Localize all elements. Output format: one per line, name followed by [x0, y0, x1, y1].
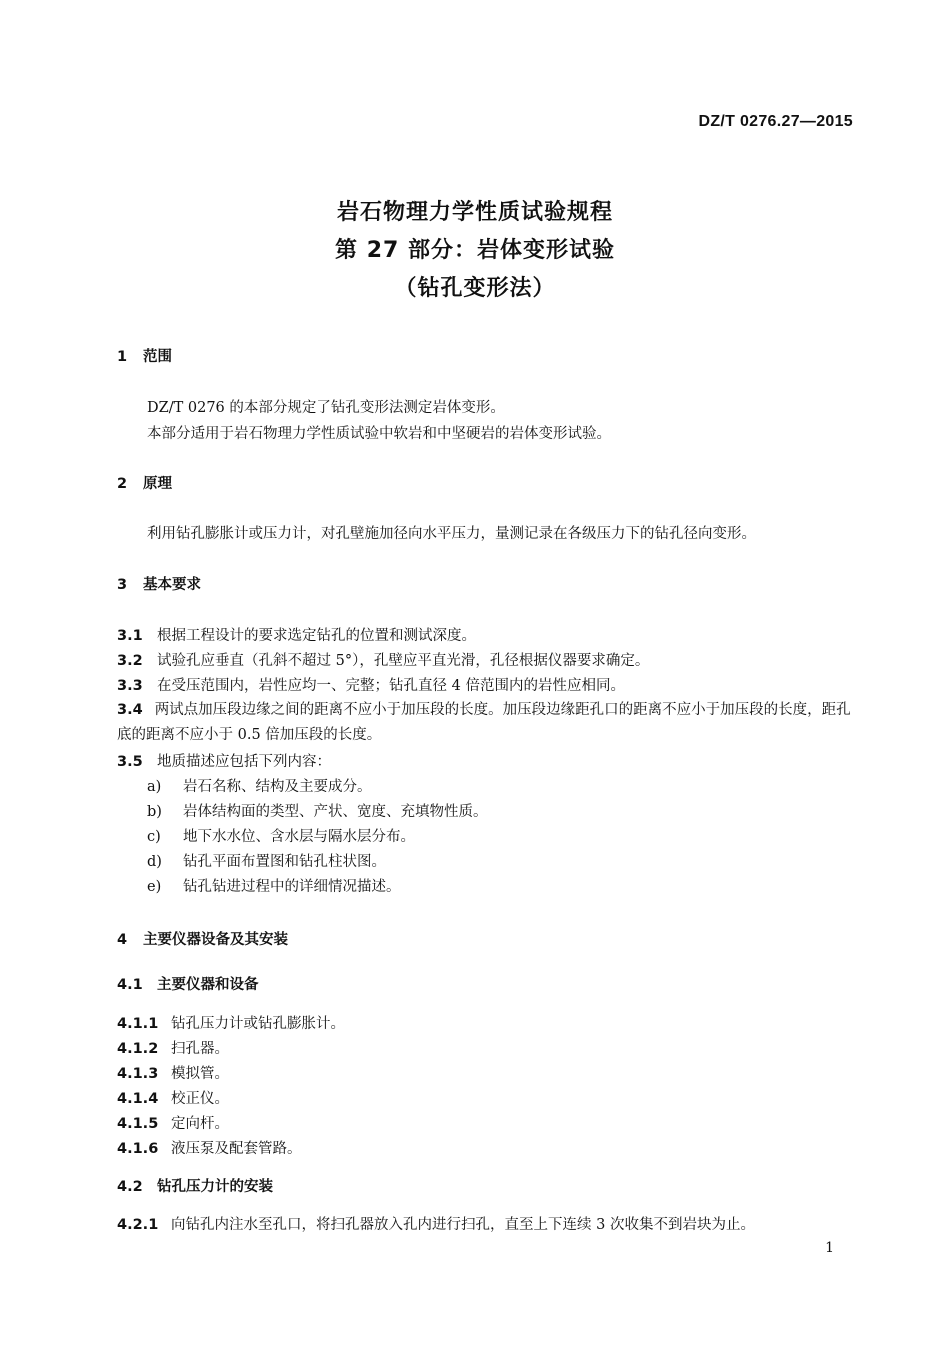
list-text: 岩体结构面的类型、产状、宽度、充填物性质。	[183, 804, 488, 820]
clause-3-3	[117, 674, 625, 695]
clause-text: 校正仪。	[171, 1091, 229, 1107]
list-item-a	[147, 775, 372, 796]
subsection-4-2-heading	[117, 1175, 273, 1196]
clause-text: 地质描述应包括下列内容：	[157, 754, 331, 770]
subsection-title: 钻孔压力计的安装	[157, 1179, 273, 1195]
clause-number: 4.1.6	[117, 1141, 159, 1157]
clause-number: 3.4	[117, 702, 143, 718]
section-title: 范围	[143, 349, 172, 365]
clause-text: 两试点加压段边缘之间的距离不应小于加压段的长度。加压段边缘距孔口的距离不应小于加压段的长度，距孔底的距离不应小于 0.5 倍加压段的长度。	[117, 702, 851, 743]
clause-number: 3.3	[117, 678, 143, 694]
clause-text: 液压泵及配套管路。	[171, 1141, 302, 1157]
clause-text: 试验孔应垂直（孔斜不超过 5°），孔壁应平直光滑，孔径根据仪器要求确定。	[157, 653, 650, 669]
clause-4-1-1	[117, 1012, 345, 1033]
section-number: 2	[117, 476, 128, 492]
list-item-e	[147, 875, 401, 896]
list-text: 岩石名称、结构及主要成分。	[183, 779, 372, 795]
clause-text: 钻孔压力计或钻孔膨胀计。	[171, 1016, 345, 1032]
list-item-c	[147, 825, 415, 846]
clause-text: 定向杆。	[171, 1116, 229, 1132]
list-item-b	[147, 800, 488, 821]
list-label: c)	[147, 829, 161, 845]
section-1-paragraph-1: DZ/T 0276 的本部分规定了钻孔变形法测定岩体变形。	[147, 400, 505, 416]
section-number: 1	[117, 349, 128, 365]
section-title: 原理	[143, 476, 172, 492]
clause-4-1-3	[117, 1062, 229, 1083]
clause-text: 扫孔器。	[171, 1041, 229, 1057]
subsection-number: 4.1	[117, 977, 143, 993]
list-label: b)	[147, 804, 162, 820]
clause-number: 4.1.2	[117, 1041, 159, 1057]
clause-text: 向钻孔内注水至孔口，将扫孔器放入孔内进行扫孔，直至上下连续 3 次收集不到岩块为止。	[171, 1217, 755, 1233]
clause-number: 4.1.5	[117, 1116, 159, 1132]
clause-number: 4.1.3	[117, 1066, 159, 1082]
section-number: 4	[117, 932, 128, 948]
list-text: 钻孔平面布置图和钻孔柱状图。	[183, 854, 386, 870]
clause-number: 4.2.1	[117, 1217, 159, 1233]
list-label: a)	[147, 779, 162, 795]
section-2-heading	[117, 472, 172, 493]
clause-number: 3.2	[117, 653, 143, 669]
clause-text: 根据工程设计的要求选定钻孔的位置和测试深度。	[157, 628, 476, 644]
section-2-paragraph-1: 利用钻孔膨胀计或压力计，对孔壁施加径向水平压力，量测记录在各级压力下的钻孔径向变形。	[147, 526, 756, 542]
section-title: 主要仪器设备及其安装	[143, 932, 288, 948]
section-1-heading	[117, 345, 172, 366]
clause-4-1-5	[117, 1112, 229, 1133]
list-text: 地下水水位、含水层与隔水层分布。	[183, 829, 415, 845]
section-4-heading	[117, 928, 288, 949]
standard-code: DZ/T 0276.27—2015	[698, 113, 853, 130]
subsection-4-1-heading	[117, 973, 259, 994]
title-line-2: 第 27 部分：岩体变形试验	[335, 238, 615, 263]
title-line-1: 岩石物理力学性质试验规程	[336, 200, 613, 225]
section-1-paragraph-2: 本部分适用于岩石物理力学性质试验中软岩和中坚硬岩的岩体变形试验。	[147, 426, 611, 442]
clause-number: 3.1	[117, 628, 143, 644]
subsection-number: 4.2	[117, 1179, 143, 1195]
subsection-title: 主要仪器和设备	[157, 977, 259, 993]
clause-text: 模拟管。	[171, 1066, 229, 1082]
title-line-3: （钻孔变形法）	[394, 276, 556, 301]
document-title	[0, 194, 950, 308]
clause-number: 4.1.1	[117, 1016, 159, 1032]
clause-4-2-1	[117, 1213, 755, 1234]
list-label: e)	[147, 879, 162, 895]
clause-4-1-4	[117, 1087, 229, 1108]
clause-3-4	[117, 698, 857, 748]
list-item-d	[147, 850, 386, 871]
clause-3-1	[117, 624, 476, 645]
clause-number: 4.1.4	[117, 1091, 159, 1107]
section-3-heading	[117, 573, 201, 594]
list-text: 钻孔钻进过程中的详细情况描述。	[183, 879, 401, 895]
section-title: 基本要求	[143, 577, 201, 593]
clause-text: 在受压范围内，岩性应均一、完整；钻孔直径 4 倍范围内的岩性应相同。	[157, 678, 625, 694]
list-label: d)	[147, 854, 162, 870]
clause-number: 3.5	[117, 754, 143, 770]
clause-4-1-2	[117, 1037, 229, 1058]
page-number: 1	[825, 1240, 834, 1256]
clause-3-2	[117, 649, 649, 670]
clause-3-5	[117, 750, 331, 771]
section-number: 3	[117, 577, 128, 593]
clause-4-1-6	[117, 1137, 302, 1158]
